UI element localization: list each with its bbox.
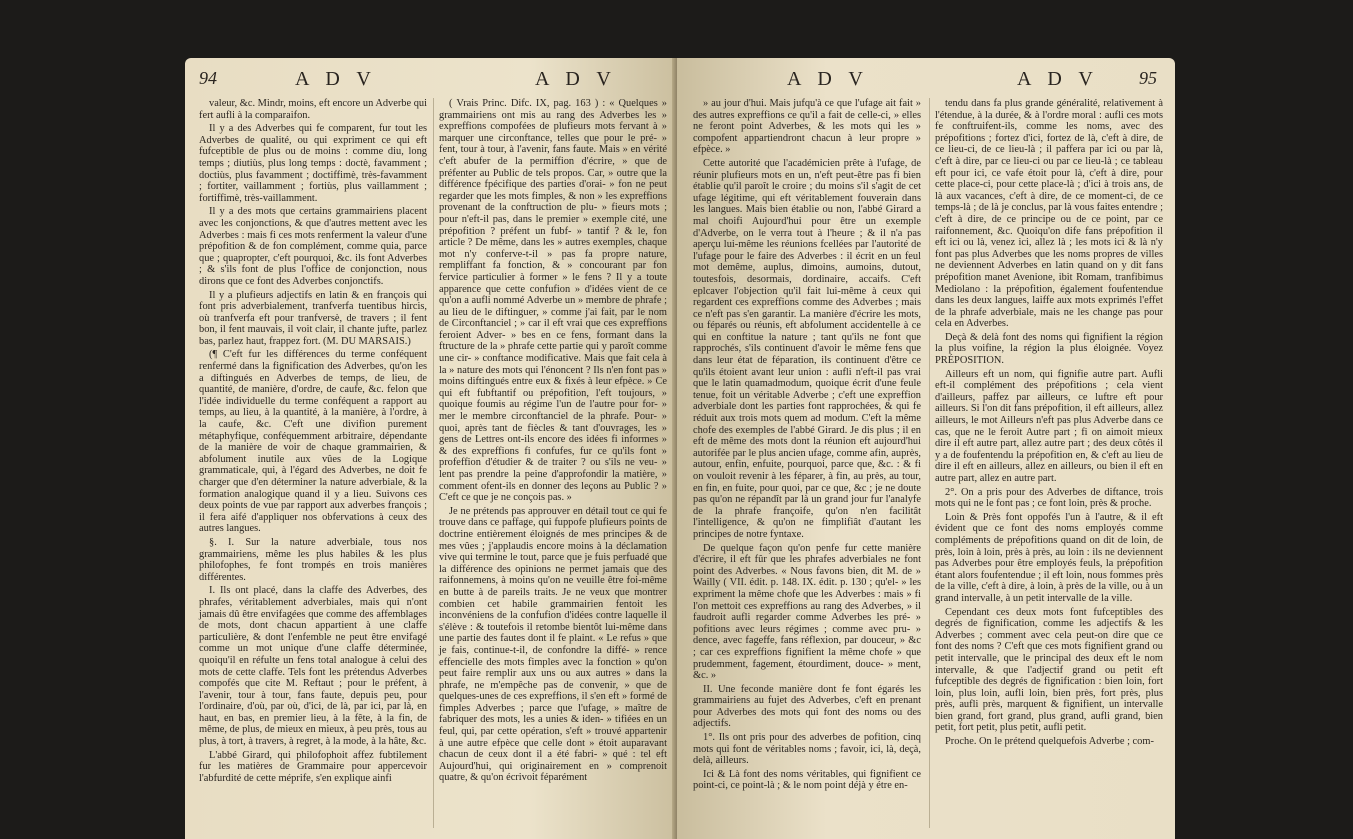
column-divider [929, 98, 930, 828]
paragraph: Il y a plufieurs adjectifs en latin & en françois qui font pris adverbialement, tranfverfa tuentibus hircis, où tranfverfa eft pour tranfversè, de travers ; il fent bon, il fent mauvais, il voit clair, il chante jufte, parlez bas, parlez haut, frappez fort. (M. DU MARSAIS.) [199, 289, 427, 347]
paragraph: Deçà & delà font des noms qui fignifient la région la plus voifine, la région la plus éloignée. Voyez PRÉPOSITION. [935, 331, 1163, 367]
paragraph: Ailleurs eft un nom, qui fignifie autre part. Aufli eft-il complément des prépofitions ; cela vient d'ailleurs, paffez par ailleurs, ce luftre eft pour ailleurs. Si l'on dit fans prépofition, il eft ailleurs, allez ailleurs, le mot Ailleurs n'eft pas plus Adverbe dans ce cas, que ne le feroit Autre part ; fi on aimoit mieux dire il eft autre part, allez autre part ; des deux côtés il y a de foufentendu la prépofition en, & c'eft au lieu de dire il eft en ailleurs, allez en ailleurs, ou bien il eft en autre part, allez en autre part. [935, 368, 1163, 484]
paragraph: II. Une feconde manière dont fe font égarés les grammairiens au fujet des Adverbes, c'eft en prenant pour Adverbes des mots qui font des noms ou des adjectifs. [693, 683, 921, 730]
paragraph: Proche. On le prétend quelquefois Adverbe ; com- [945, 736, 1154, 748]
left-header [185, 68, 677, 96]
paragraph: De quelque façon qu'on penfe fur cette manière d'écrire, il eft fûr que les phrafes adverbiales ne font point des Adverbes. « Nous favons bien, dit M. de » Wailly ( VII. édit. p. 148. IX. édit. p. 130 ; qu'el- » les expriment la même chofe que les Adverbes : mais » fi l'on mettoit ces expreffions au rang des Adverbes, » il faudroit aufli regarder comme Adverbes les pré- » pofitions avec leurs régimes ; comme avec pru- » dence, avec fageffe, fans réflexion, par douceur, » &c ; car ces expreffions fignifient la même chofe » que prudemment, fagement, étourdiment, douce- » ment, &c. » [693, 542, 921, 682]
paragraph: I. Ils ont placé, dans la claffe des Adverbes, des phrafes, véritablement adverbiales, mais qui n'ont jamais dû être envifagées que comme des affemblages de mots, dont chacun appartient à une claffe particulière, & dont l'enfemble ne peut être envifagé comme un mot unique d'une claffe déterminée, quoiqu'il en réfulte un fens total analogue à celui des mots de cette claffe. Tels font les prétendus Adverbes compofés que cite M. Reftaut ; pour le préfent, à l'avenir, tour à tour, fans faute, depuis peu, pour l'ordinaire, d'où, par où, d'ici, de là, par ici, par là, en haut, en bas, en premier lieu, à la fête, à la fin, de même, de plus, de mieux en mieux, à peu près, tous au plus, à tort, à travers, à regret, à la mode, à la hâte, &c. [199, 585, 427, 748]
right-running-head-1: A D V [787, 68, 869, 90]
paragraph: Loin & Près font oppofés l'un à l'autre, & il eft évident que ce font des noms employés comme compléments de prépofitions quand on dit de loin, de près, loin à loin, près à près, au loin : ils ne deviennent pas Adverbes pour être employés feuls, la prépofition étant alors foufentendue ; il eft loin, nous fommes près de la ville, c'eft à dire, à loin, à près de la ville, ou à un grand intervalle, à un petit intervalle de la ville. [935, 511, 1163, 604]
paragraph: Il y a des Adverbes qui fe comparent, fur tout les Adverbes de qualité, ou qui expriment ce qui eft fufceptible de plus ou de moins : comme diu, long temps ; diutiùs, plus long temps : doctè, favamment ; doctiùs, plus favamment ; doctiffimè, très-favamment ; fortiter, vaillamment ; fortiùs, plus vaillamment ; fortiffimè, très-vaillamment. [199, 123, 427, 204]
right-column-2 [935, 98, 1163, 750]
left-column-1 [199, 98, 427, 786]
paragraph: §. I. Sur la nature adverbiale, tous nos grammairiens, même les plus habiles & les plus philofophes, fe font trompés en trois manières différentes. [199, 536, 427, 583]
paragraph: valeur, &c. Mindr, moins, eft encore un Adverbe qui fert aufli à la comparaifon. [199, 98, 427, 121]
paragraph: Cette autorité que l'académicien prête à l'ufage, de réunir plufieurs mots en un, n'eft peut-être pas fi bien établie qu'il paroît le croire ; du moins s'il s'agit de cet ufage légitime, qui eft véritablement fouverain dans les langues. Mais bien établie ou non, l'abbé Girard a mal choifi Aujourd'hui pour être un exemple d'Adverbe, on le verra tout à l'heure ; & il n'a pas aperçu lui-même les réunions fcellées par l'autorité de l'ufage pour le faire des Adverbes : il écrit en un feul mot demême, auplus, dimoins, aumoins, dutout, toutesfois, desormais, dordinaire, accaifs. C'eft eplcaver l'objection qu'il fait lui-même à ceux qui regardent ces expreffions comme des Adverbes ; mais ce n'eft pas s'en garantir. La manière d'écrire les mots, ou féparés ou réunis, eft abfolument accidentelle à ce qui en conftitue la nature ; tant qu'ils ne font que rapprochés, s'ils continuent d'avoir le même fens que dans leur état de féparation, ils continuent d'être ce qu'ils étoient avant leur union : aufli n'eft-il pas vrai que le latin quamadmodum, quoique écrit d'une feule tenue, foit un véritable Adverbe ; c'eft une expreffion adverbiale dont les parties font rapprochées, & qui fe réduit aux trois mots quem ad modum. C'eft la même chofe des exemples de l'abbé Girard. Je dis plus ; il en eft de même des mots dont la réunion eft aujourd'hui autorifée par le plus ancien ufage, comme afin, auprès, autour, enfin, enfuite, pourquoi, parce que, &c. : & fi on vouloit revenir à les féparer, à fin, au près, au tour, en fin, en fuite, pour quoi, par ce que, &c ; je ne doute pas qu'on ne répandît par là un grand jour fur l'analyfe de la phrafe françoife, qu'on n'en facilitât l'intelligence, & qu'on ne fimplifiât d'autant les principes de notre fyntaxe. [693, 157, 921, 540]
left-column-2 [439, 98, 667, 786]
right-page-number: 95 [1139, 68, 1157, 88]
paragraph: ( Vrais Princ. Difc. IX, pag. 163 ) : « Quelques » grammairiens ont mis au rang des Adverbes les » expreffions compofées de plufieurs mots fervant à » marquer une circonftance, telles que pour le pré- » fent, tour à tour, à l'avenir, fans faute. Mais » en vérité c'eft abufer de la permiffion d'écrire, » que de préfenter au Public de tels propos. Car, » outre que la différence fpécifique des parties d'orai- » fon ne peut regarder que les mots fimples, & non » les expreffions provenant de la conftruction de plu- » fieurs mots ; pour n'eft-il pas, dans le premier » exemple cité, une prépofition ? préfent un fubf- » tantif ? & le, fon article ? De même, dans les » autres exemples, chaque mot n'y conferve-t-il » pas fa propre nature, rempliffant fa fonction, & » concourant par fon fervice particulier à former » le fens ? Il y a toute apparence que cette confufion » d'idées vient de ce qu'on a aufli nommé Adverbe un » membre de phrafe ; au lieu de le diftinguer, » comme j'ai fait, par le nom de Circonftanciel ; » car il eft vrai que ces expreffions feroient Adver- » bes en ce fens, formant dans la ftructure de la » phrafe cette partie qui y paroît comme une cir- » conftance modificative. Mais que fait cela à la » nature des mots qui l'énoncent ? Ils n'en font pas » moins diftingués entre eux & fixés à leur efpèce. » Ce qui eft fubftantif ou prépofition, l'eft toujours, » quoique foumis au régime l'un de l'autre pour for- » mer le membre circonftanciel de la phrafe. Pour- » quoi, après tant de fiècles & tant d'ouvrages, les » gens de Lettres ont-ils encore des idées fi informes » & des expreffions fi confufes, fur ce qu'ils font » profeffion d'étudier & de traiter ? ou s'ils ne veu- » lent pas prendre la peine d'approfondir la matière, » comment ofent-ils en donner des leçons au Public ? » C'eft ce que je ne conçois pas. » [439, 98, 667, 504]
paragraph: (¶ C'eft fur les différences du terme conféquent renfermé dans la fignification des Adverbes, qu'on les a diftingués en Adverbes de temps, de lieu, de quantité, de manière, d'ordre, de caufe, &c. felon que l'idée individuelle du terme conféquent a rapport au temps, au lieu, à la quantité, à la manière, à l'ordre, à la caufe, &c. C'eft une divifion purement métaphyfique, conféquemment arbitraire, dépendante de la manière de voir de chaque grammairien, & abfolument inutile aux vûes de la Logique grammaticale, qui, à l'égard des Adverbes, ne doit fe charger que d'en déterminer la nature adverbiale, & la formation analogique quand il y a lieu. Suivons ces deux points de vue par rapport aux adverbes françois ; il fera aifé d'appliquer nos obfervations à ceux des autres langues. [199, 349, 427, 535]
paragraph: tendu dans fa plus grande généralité, relativement à l'étendue, à la durée, & à l'ordre moral : aufli ces mots fe conftruifent-ils, comme les noms, avec des prépofitions ; fortez d'ici, fortez de là, c'eft à dire, de ce lieu-ci, de ce lieu-là ; il paffera par ici ou par là, c'eft à dire, par ce lieu-ci ou par ce lieu-là ; ce tableau eft pour ici, ce vafe étoit pour là, c'eft à dire, pour cette place-ci, pour cette place-là ; d'ici à trois ans, de là aux vacances, c'eft à dire, de ce moment-ci, de ce temps-là ; de là je conclus, par là vous faites entendre ; c'eft à dire, de ce principe ou de ce point, par ce raifonnement, &c. Quoiqu'on dife fans prépofition il eft ici ou là, venez ici, allez là ; les mots ici & là n'y font pas plus Adverbes que les noms propres de villes ne deviennent Adverbes en latin quand on y dit fans prépofition manet Avenione, ibit Romam, tranfibimus Mediolano : la prépofition, également foufentendue dans les deux langues, laiffe aux mots exprimés l'effet de la phrafe adverbiale, mais ne les change pas pour cela en Adverbes. [935, 98, 1163, 330]
left-running-head-2: A D V [535, 68, 617, 90]
right-column-1 [693, 98, 921, 794]
paragraph: Il y a des mots que certains grammairiens placent avec les conjonctions, & que d'autres mettent avec les Adverbes : mais fi ces mots renferment la valeur d'une prépofition & de fon complément, comme quia, parce que ; quapropter, c'eft pourquoi, &c. ils font Adverbes ; & s'ils font de plus l'office de conjonction, nous dirons que ce font des Adverbes conjonctifs. [199, 206, 427, 287]
right-running-head-2: A D V [1017, 68, 1099, 90]
paragraph: L'abbé Girard, qui philofophoit affez fubtilement fur les matières de Grammaire pour appercevoir l'abfurdité de cette méprife, s'en explique ainfi [199, 749, 427, 784]
paragraph: 2°. On a pris pour des Adverbes de diftance, trois mots qui ne le font pas ; ce font loin, près & proche. [935, 486, 1163, 510]
paragraph: Ici & Là font des noms véritables, qui fignifient ce point-ci, ce point-là ; & le nom point déjà y étre en- [693, 768, 921, 792]
paragraph: Cependant ces deux mots font fufceptibles des degrés de fignification, comme les adjectifs & les Adverbes ; comment avec cela peut-on dire que ce font des noms ? C'eft que ces mots fignifient grand ou petit intervalle, que le principal des deux eft le nom intervalle, & que l'adjectif grand ou petit eft fufceptible des degrés de fignification : bien loin, fort loin, plus loin, aufli loin, bien près, fort près, plus près, aufli près, marquent & fignifient, un intervalle bien grand, fort grand, plus grand, aufli grand, bien petit, fort petit, plus petit, aufli petit. [935, 606, 1163, 734]
column-divider [433, 98, 434, 828]
paragraph: 1°. Ils ont pris pour des adverbes de pofition, cinq mots qui font de véritables noms ; favoir, ici, là, deçà, delà, ailleurs. [693, 732, 921, 767]
left-page-number: 94 [199, 68, 217, 88]
paragraph: » au jour d'hui. Mais jufqu'à ce que l'ufage ait fait » des autres expreffions ce qu'il a fait de celle-ci, » elles ne feront point Adverbes, & les mots qui les » compofent appartiendront chacun à leur propre » efpèce. » [693, 98, 921, 156]
right-page [677, 58, 1175, 839]
right-header [677, 68, 1175, 96]
paragraph: Je ne prétends pas approuver en détail tout ce qui fe trouve dans ce paffage, qui fuppofe plufieurs points de doctrine entièrement éloignés de mes principes & de mes vûes ; j'applaudis encore moins à la déclamation vive qui termine le tout, parce que je fuis perfuadé que la différence des opinions ne permet jamais que des raifonnemens, à moins qu'on ne veuille être foi-même en butte à de pareils traits. Je ne veux que montrer combien cet habile grammairien fentoit les inconvéniens de la confufion d'idées contre laquelle il s'élève : & toutefois il retombe bientôt lui-même dans une partie des fautes dont il fe plaint. « Le refus » que je fais, continue-t-il, de confondre la diffé- » rence effencielle des mots fimples avec la fonction » qu'on peut faire remplir aux uns ou aux autres » dans la phrafe, ne m'empêche pas de convenir, » que de quelques-unes de ces expreffions, il s'en eft » formé de fimples Adverbes ; parce que l'ufage, » maître de fabriquer des mots, les a unies & iden- » tifiées en un feul, qui, par cette opération, s'eft » trouvé appartenir à une autre efpèce que celle dont » étoit auparavant chacun de ceux dont il a été fabri- » qué : tel eft Aujourd'hui, qui originairement en » comprenoit quatre, & qu'on écrivoit féparément [439, 505, 667, 784]
left-running-head-1: A D V [295, 68, 377, 90]
left-page [185, 58, 677, 839]
